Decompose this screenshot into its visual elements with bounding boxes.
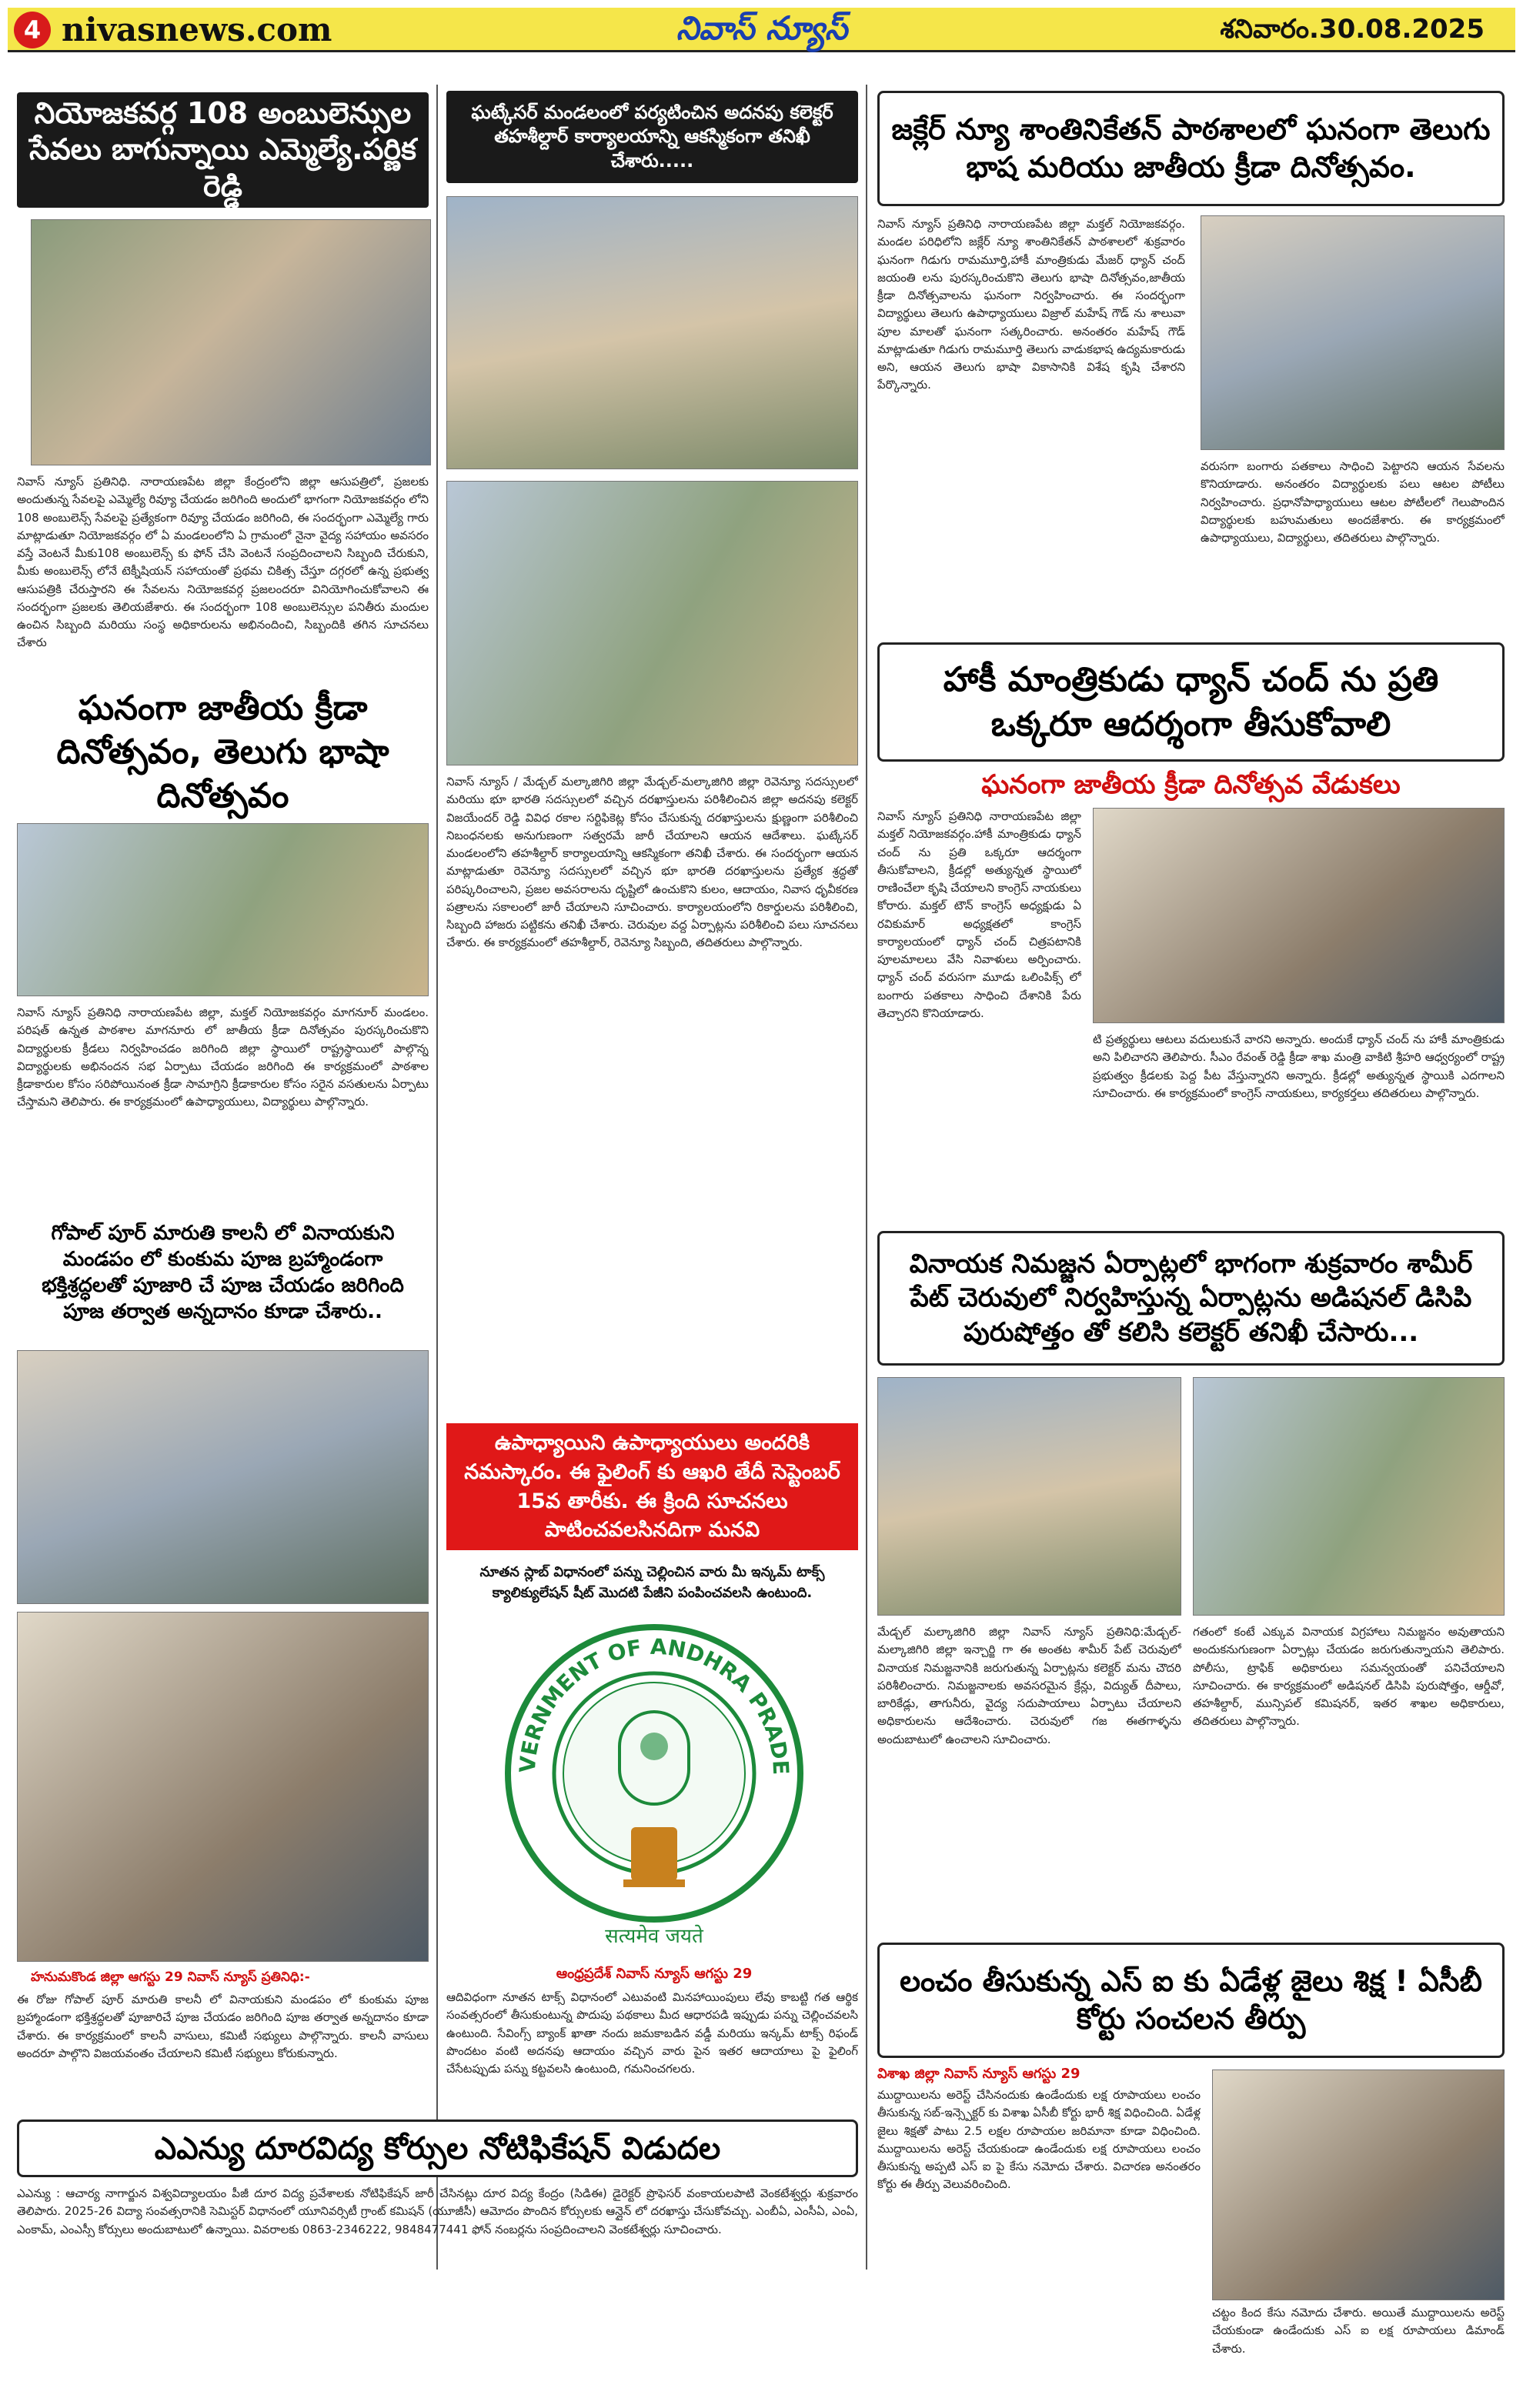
ambulance-photo bbox=[31, 219, 431, 465]
acb-dateline: విశాఖ జిల్లా నివాస్ న్యూస్ ఆగస్టు 29 bbox=[877, 2066, 1080, 2082]
anu-body: ఎఎన్యు : ఆచార్య నాగార్జున విశ్వవిద్యాలయం పీజీ దూర విద్య ప్రవేశాలకు నోటిఫికేషన్ జారీ చేసినట్లు దూర విద్య కేంద్రం (సిడిఈ) డైరెక్టర్ ప్రొఫెసర్ వంకాయలపాటి వెంకటేశ్వర్లు శుక్రవారం తెలిపారు. 2025-26 విద్యా సంవత్సరానికి సెమిస్టర్ విధానంలో యూనివర్సిటీ గ్రాంట్ కమిషన్ (యూజీసీ) ఆమోదం పొందిన కోర్సులకు ఆన్లైన్ లో దరఖాస్తు చేసుకోవచ్చు. ఎంబీఏ, ఎంసీఏ, ఎంఏ, ఎంకామ్, ఎంఎస్సీ కోర్సులు అందుబాటులో ఉన్నాయి. వివరాలకు 0863-2346222, 9848477441 ఫోన్ నంబర్లను సంప్రదించాలని వెంకటేశ్వర్లు సూచించారు. bbox=[17, 2186, 858, 2236]
dhyanchand-body-left: నివాస్ న్యూస్ ప్రతినిధి నారాయణపేట జిల్లా మక్తల్ నియోజకవర్గం.హాకీ మాంత్రికుడు ధ్యాన్ చంద్ ను ప్రతి ఒక్కరూ ఆదర్శంగా తీసుకోవాలని, క్రీడల్లో అత్యున్నత స్థాయిలో రాణించేలా కృషి చేయాలని కాంగ్రెస్ నాయకులు కోరారు. మక్తల్ టౌన్ కాంగ్రెస్ అధ్యక్షుడు ఏ రవికుమార్ అధ్యక్షతలో కాంగ్రెస్ కార్యాలయంలో ధ్యాన్ చంద్ చిత్రపటానికి పూలమాలలు వేసి నివాళులు అర్పించారు. ధ్యాన్ చంద్ వరుసగా మూడు ఒలింపిక్స్ లో బంగారు పతకాలు సాధించి దేశానికి పేరు తెచ్చారని కొనియాడారు. bbox=[877, 809, 1081, 1020]
immersion-body-right: గతంలో కంటే ఎక్కువ వినాయక విగ్రహాలు నిమజ్జనం అవుతాయని అందుకనుగుణంగా ఏర్పాట్లు చేయడం జరుగుతున్నాయని తెలిపారు. పోలీసు, ట్రాఫిక్ అధికారులు సమన్వయంతో పనిచేయాలని సూచించారు. ఈ కార్యక్రమంలో అడిషనల్ డిసిపి పురుషోత్తం, ఆర్డీవో, తహశీల్దార్, మున్సిపల్ కమిషనర్, ఇతర శాఖల అధికారులు, తదితరులు పాల్గొన్నారు. bbox=[1193, 1625, 1505, 1729]
teachers-notice-box bbox=[446, 1423, 858, 1550]
shantiniketan-body-left: నివాస్ న్యూస్ ప్రతినిధి నారాయణపేట జిల్లా మక్తల్ నియోజకవర్గం. మండల పరిధిలోని జక్లేర్ న్యూ శాంతినికేతన్ పాఠశాలలో శుక్రవారం ఘనంగా గిడుగు రామమూర్తి,హాకీ మాంత్రికుడు మేజర్ ధ్యాన్ చంద్ జయంతి లను పురస్కరించుకొని తెలుగు భాషా దినోత్సవం,జాతీయ క్రీడా దినోత్సవాలను ఘనంగా నిర్వహించారు. ఈ సందర్భంగా విద్యార్థులు తెలుగు ఉపాధ్యాయులు విజ్రాల్ మహేష్ గౌడ్ ను శాలువా పూల మాలతో ఘనంగా సత్కరించారు. అనంతరం మహేష్ గౌడ్ మాట్లాడుతూ గిడుగు రామమూర్తి తెలుగు వాడుకభాష ఉద్యమకారుడు అని, ఆయన తెలుగు భాషా వికాసానికి విశేష కృషి చేశారని పేర్కొన్నారు. bbox=[877, 217, 1185, 392]
ambulance-body: నివాస్ న్యూస్ ప్రతినిధి. నారాయణపేట జిల్లా కేంద్రంలోని జిల్లా ఆసుపత్రిలో, ప్రజలకు అందుతున్న సేవలపై ఎమ్మెల్యే రివ్యూ చేయడం జరిగింది అందులో భాగంగా నియోజకవర్గం లోని 108 అంబులెన్స్ సేవలపై ప్రత్యేకంగా రివ్యూ చేయడం జరిగింది, ఈ సందర్భంగా ఎమ్మెల్యే గారు మాట్లాడుతూ నియోజకవర్గం లో ఏ మండలంలోని ఏ గ్రామంలో నైనా వైద్య సహాయం అవసరం వస్తే వెంటనే మీకు108 అంబులెన్స్ కు ఫోన్ చేసి వెంటనే సంప్రదించాలని సిబ్బంది చేరుకుని, మీకు అంబులెన్స్ లోనే టెక్నీషియన్ సహాయంతో ప్రథమ చికిత్స చేస్తూ దగ్గరలో ఉన్న ప్రభుత్వ ఆసుపత్రికి చేరుస్తారని ఈ సేవలను నియోజకవర్గ ప్రజలందరూ వినియోగించుకోవాలని ఈ సందర్భంగా ప్రజలకు తెలియజేశారు. ఈ సందర్భంగా 108 అంబులెన్సుల పనితీరు మందుల ఉంచిన సిబ్బంది మరియు సంస్థ అధికారులను అభినందించి, సిబ్బందికి తగిన సూచనలు చేశారు bbox=[17, 475, 429, 650]
acb-body: ముద్దాయిలను అరెస్ట్ చేసినందుకు ఉండేందుకు లక్ష రూపాయలు లంచం తీసుకున్న సబ్-ఇన్స్పెక్టర్ కు విశాఖ ఏసీబీ కోర్టు భారీ శిక్ష విధించింది. ఏడేళ్ల జైలు శిక్షతో పాటు 2.5 లక్షల రూపాయల జరిమానా కూడా విధించింది. ముద్దాయిలను అరెస్ట్ చేయకుండా ఉండేందుకు లక్ష రూపాయలు లంచం తీసుకున్న అప్పటి ఎస్ ఐ పై కేసు నమోదు చేశారు. విచారణ అనంతరం కోర్టు ఈ తీర్పు వెలువరించింది. bbox=[877, 2088, 1201, 2192]
acb-body-bottom: చట్టం కింద కేసు నమోదు చేశారు. అయితే ముద్దాయిలను అరెస్ట్ చేయకుండా ఉండేందుకు ఎస్ ఐ లక్ష రూపాయలు డిమాండ్ చేశారు. bbox=[1212, 2306, 1505, 2356]
immersion-photo-1 bbox=[877, 1377, 1181, 1616]
shantiniketan-headline: జక్లేర్ న్యూ శాంతినికేతన్ పాఠశాలలో ఘనంగా తెలుగు భాష మరియు జాతీయ క్రీడా దినోత్సవం. bbox=[877, 91, 1505, 206]
issue-date: శనివారం.30.08.2025 bbox=[1220, 14, 1485, 45]
dhyanchand-subheadline: ఘనంగా జాతీయ క్రీడా దినోత్సవ వేడుకలు bbox=[981, 769, 1401, 800]
ap-government-seal bbox=[493, 1619, 816, 1958]
site-name[interactable]: nivasnews.com bbox=[62, 11, 332, 48]
newspaper-title: నివాస్ న్యూస్ bbox=[676, 9, 848, 47]
ganesh-body: ఈ రోజు గోపాల్ పూర్ మారుతి కాలనీ లో వినాయకుని మండపం లో కుంకుమ పూజ బ్రహ్మాండంగా భక్తిశ్రద్ధలతో పూజారిచే పూజ చేయడం జరిగింది పూజ తర్వాత అన్నదానం కూడా చేశారు. ఈ కార్యక్రమంలో కాలనీ వాసులు, కమిటీ సభ్యులు పాల్గొన్నారు. కాలనీ వాసులు అందరూ పాల్గొని విజయవంతం చేయాలని కమిటీ సభ్యులు కోరుకున్నారు. bbox=[17, 1993, 429, 2060]
column-divider bbox=[866, 85, 867, 2270]
ganesh-dateline: హనుమకొండ జిల్లా ఆగస్టు 29 నివాస్ న్యూస్ ప్రతినిధి:- bbox=[31, 1969, 310, 1985]
teachers-notice-subtext: నూతన స్లాబ్ విధానంలో పన్ను చెల్లించిన వారు మీ ఇన్కమ్ టాక్స్ క్యాలిక్యులేషన్ షీట్ మొదటి పేజీని పంపించవలసి ఉంటుంది. bbox=[479, 1564, 825, 1601]
shantiniketan-body-right: వరుసగా బంగారు పతకాలు సాధించి పెట్టారని ఆయన సేవలను కొనియాడారు. అనంతరం విద్యార్థులకు పలు ఆటల పోటీలు నిర్వహించారు. ప్రధానోపాధ్యాయులు ఆటల పోటీలలో గెలుపొందిన విద్యార్థులకు బహుమతులు అందజేశారు. ఈ కార్యక్రమంలో ఉపాధ్యాయులు, విద్యార్థులు, తదితరులు పాల్గొన్నారు. bbox=[1201, 459, 1505, 545]
masthead bbox=[8, 8, 1515, 52]
collector-office-photo bbox=[446, 196, 858, 469]
ambulance-headline: నియోజకవర్గ 108 అంబులెన్సుల సేవలు బాగున్నాయి ఎమ్మెల్యే.పర్ణిక రెడ్డి bbox=[17, 92, 429, 208]
teachers-notice-headline: ఉపాధ్యాయిని ఉపాధ్యాయులు అందరికి నమస్కారం. ఈ ఫైలింగ్ కు ఆఖరి తేదీ సెప్టెంబర్ 15వ తారీకు. ఈ క్రింది సూచనలు పాటించవలసినదిగా మనవి bbox=[464, 1430, 840, 1543]
teachers-notice-dateline: ఆంధ్రప్రదేశ్ నివాస్ న్యూస్ ఆగస్టు 29 bbox=[556, 1966, 753, 1982]
lake-inspection-photo bbox=[446, 481, 858, 765]
dhyanchand-photo bbox=[1093, 808, 1505, 1023]
ganesh-photo-1 bbox=[17, 1350, 429, 1604]
immersion-body-left: మేడ్చల్ మల్కాజిగిరి జిల్లా నివాస్ న్యూస్ ప్రతినిధి:మేడ్చల్-మల్కాజిగిరి జిల్లా ఇన్చార్జి గా ఈ అంతట శామీర్ పేట్ చెరువులో వినాయక నిమజ్జనానికి జరుగుతున్న ఏర్పాట్లను కలెక్టర్ మను చౌదరి పరిశీలించారు. నిమజ్జనాలకు అవసరమైన క్రేన్లు, విద్యుత్ దీపాలు, బారికేడ్లు, తాగునీరు, వైద్య సదుపాయాలు ఏర్పాటు చేయాలని అధికారులను ఆదేశించారు. చెరువులో గజ ఈతగాళ్ళను అందుబాటులో ఉంచాలని సూచించారు. bbox=[877, 1625, 1181, 1746]
page-number-badge bbox=[14, 12, 51, 48]
sports-day-photo bbox=[17, 823, 429, 996]
sports-day-headline: ఘనంగా జాతీయ క్రీడా దినోత్సవం, తెలుగు భాషా దినోత్సవం bbox=[17, 689, 429, 815]
ganesh-headline: గోపాల్ పూర్ మారుతి కాలనీ లో వినాయకుని మండపం లో కుంకుమ పూజ బ్రహ్మాండంగా భక్తిశ్రద్ధలతో పూజారి చే పూజ చేయడం జరిగింది పూజ తర్వాత అన్నదానం కూడా చేశారు.. bbox=[17, 1208, 429, 1339]
page-number: 4 bbox=[23, 15, 42, 45]
dhyanchand-body-bottom: టి ప్రత్యర్థులు ఆటలు వదులుకునే వారని అన్నారు. అందుకే ధ్యాన్ చంద్ ను హాకీ మాంత్రికుడు అని పిలిచారని తెలిపారు. సీఎం రేవంత్ రెడ్డి క్రీడా శాఖ మంత్రి వాకిటి శ్రీహరి ఆధ్వర్యంలో రాష్ట్ర ప్రభుత్వం క్రీడలకు పెద్ద పీట వేస్తున్నారని అన్నారు. క్రీడల్లో అత్యున్నత స్థాయికి ఎదగాలని సూచించారు. ఈ కార్యక్రమంలో కాంగ్రెస్ నాయకులు, కార్యకర్తలు తదితరులు పాల్గొన్నారు. bbox=[1093, 1032, 1505, 1100]
dhyanchand-headline: హాకీ మాంత్రికుడు ధ్యాన్ చంద్ ను ప్రతి ఒక్కరూ ఆదర్శంగా తీసుకోవాలి bbox=[877, 642, 1505, 762]
immersion-photo-2 bbox=[1193, 1377, 1505, 1616]
collector-visit-body: నివాస్ న్యూస్ / మేడ్చల్ మల్కాజిగిరి జిల్లా మేడ్చల్-మల్కాజిగిరి జిల్లా రెవెన్యూ సదస్సులలో మరియు భూ భారతి సదస్సులలో వచ్చిన దరఖాస్తులను పరిశీలించిన జిల్లా అదనపు కలెక్టర్ విజయేందర్ రెడ్డి వివిధ రకాల సర్టిఫికెట్ల కోసం చేసుకున్న దరఖాస్తులను క్షుణ్ణంగా పరిశీలించి నిబంధనలకు అనుగుణంగా సత్వరమే జారీ చేయాలని ఆయన ఆదేశాలు. ఘట్కేసర్ మండలంలోని తహశీల్దార్ కార్యాలయాన్ని ఆకస్మికంగా తనిఖీ చేశారు. ఈ సందర్భంగా ఆయన మాట్లాడుతూ రెవెన్యూ సదస్సులలో వచ్చిన భూ భారతి దరఖాస్తులను ప్రత్యేక శ్రద్ధతో పరిష్కరించాలని, ప్రజల అవసరాలను దృష్టిలో ఉంచుకొని కులం, ఆదాయం, నివాస ధృవీకరణ పత్రాలను సకాలంలో జారీ చేయాలని సూచించారు. కార్యాలయంలోని రికార్డులను పరిశీలించి, సిబ్బంది హాజరు పట్టికను తనిఖీ చేశారు. చెరువుల వద్ద ఏర్పాట్లను పరిశీలించి పలు సూచనలు చేశారు. ఈ కార్యక్రమంలో తహశీల్దార్, రెవెన్యూ సిబ్బంది, తదితరులు పాల్గొన్నారు. bbox=[446, 775, 858, 950]
shantiniketan-photo bbox=[1201, 215, 1505, 450]
ganesh-photo-2 bbox=[17, 1612, 429, 1962]
collector-visit-headline: ఘట్కేసర్ మండలంలో పర్యటించిన అదనపు కలెక్టర్ తహశీల్దార్ కార్యాలయాన్ని ఆకస్మికంగా తనిఖీ చేశారు..... bbox=[446, 91, 858, 183]
acb-gavel-photo bbox=[1212, 2069, 1505, 2300]
anu-headline: ఎఎన్యు దూరవిద్య కోర్సుల నోటిఫికేషన్ విడుదల bbox=[17, 2120, 858, 2177]
sports-day-body: నివాస్ న్యూస్ ప్రతినిధి నారాయణపేట జిల్లా, మక్తల్ నియోజకవర్గం మాగనూర్ మండలం. పరిషత్ ఉన్నత పాఠశాల మాగనూరు లో జాతీయ క్రీడా దినోత్సవం పురస్కరించుకొని విద్యార్థులకు క్రీడలు నిర్వహించడం జరిగింది జిల్లా స్థాయిలో రాష్ట్రస్థాయిలో పాల్గొన్న విద్యార్థులకు అభినందన సభ ఏర్పాటు చేయడం జరిగింది ఈ కార్యక్రమంలో పాఠశాల క్రీడాకారుల కోసం సరిపోయినంత క్రీడా సామాగ్రిని క్రీడాకారుల కోసం సరైన వసతులను ఏర్పాటు చేస్తామని తెలిపారు. ఈ కార్యక్రమంలో ఉపాధ్యాయులు, విద్యార్థులు పాల్గొన్నారు. bbox=[17, 1006, 429, 1109]
immersion-headline: వినాయక నిమజ్జన ఏర్పాట్లలో భాగంగా శుక్రవారం శామీర్ పేట్ చెరువులో నిర్వహిస్తున్న ఏర్పాట్లను అడిషనల్ డిసిపి పురుషోత్తం తో కలిసి కలెక్టర్ తనిఖీ చేసారు... bbox=[877, 1231, 1505, 1366]
acb-headline: లంచం తీసుకున్న ఎస్ ఐ కు ఏడేళ్ల జైలు శిక్ష ! ఏసీబీ కోర్టు సంచలన తీర్పు bbox=[877, 1943, 1505, 2058]
seal-motto: सत्यमेव जयते bbox=[605, 1925, 703, 1948]
seal-text: VERNMENT OF ANDHRA PRADE bbox=[514, 1633, 794, 1776]
teachers-notice-body: ఆదివిధంగా నూతన టాక్స్ విధానంలో ఎటువంటి మినహాయింపులు లేవు కాబట్టి గత ఆర్థిక సంవత్సరంలో తీసుకుంటున్న పొదుపు పథకాలు మీద ఆధారపడి ఇప్పుడు పన్ను చెల్లించవలసి ఉంటుంది. సేవింగ్స్ బ్యాంక్ ఖాతా నందు జమకాబడిన వడ్డీ మరియు ఇన్కమ్ టాక్స్ రిఫండ్ పొందటం వంటి అదనపు ఆదాయం వచ్చిన వారు పైన ఇతర ఆదాయాలు పై ఫైలింగ్ చేసేటప్పుడు పన్ను కట్టవలసి ఉంటుంది, గమనించగలరు. bbox=[446, 1990, 858, 2076]
column-divider bbox=[436, 85, 438, 2270]
